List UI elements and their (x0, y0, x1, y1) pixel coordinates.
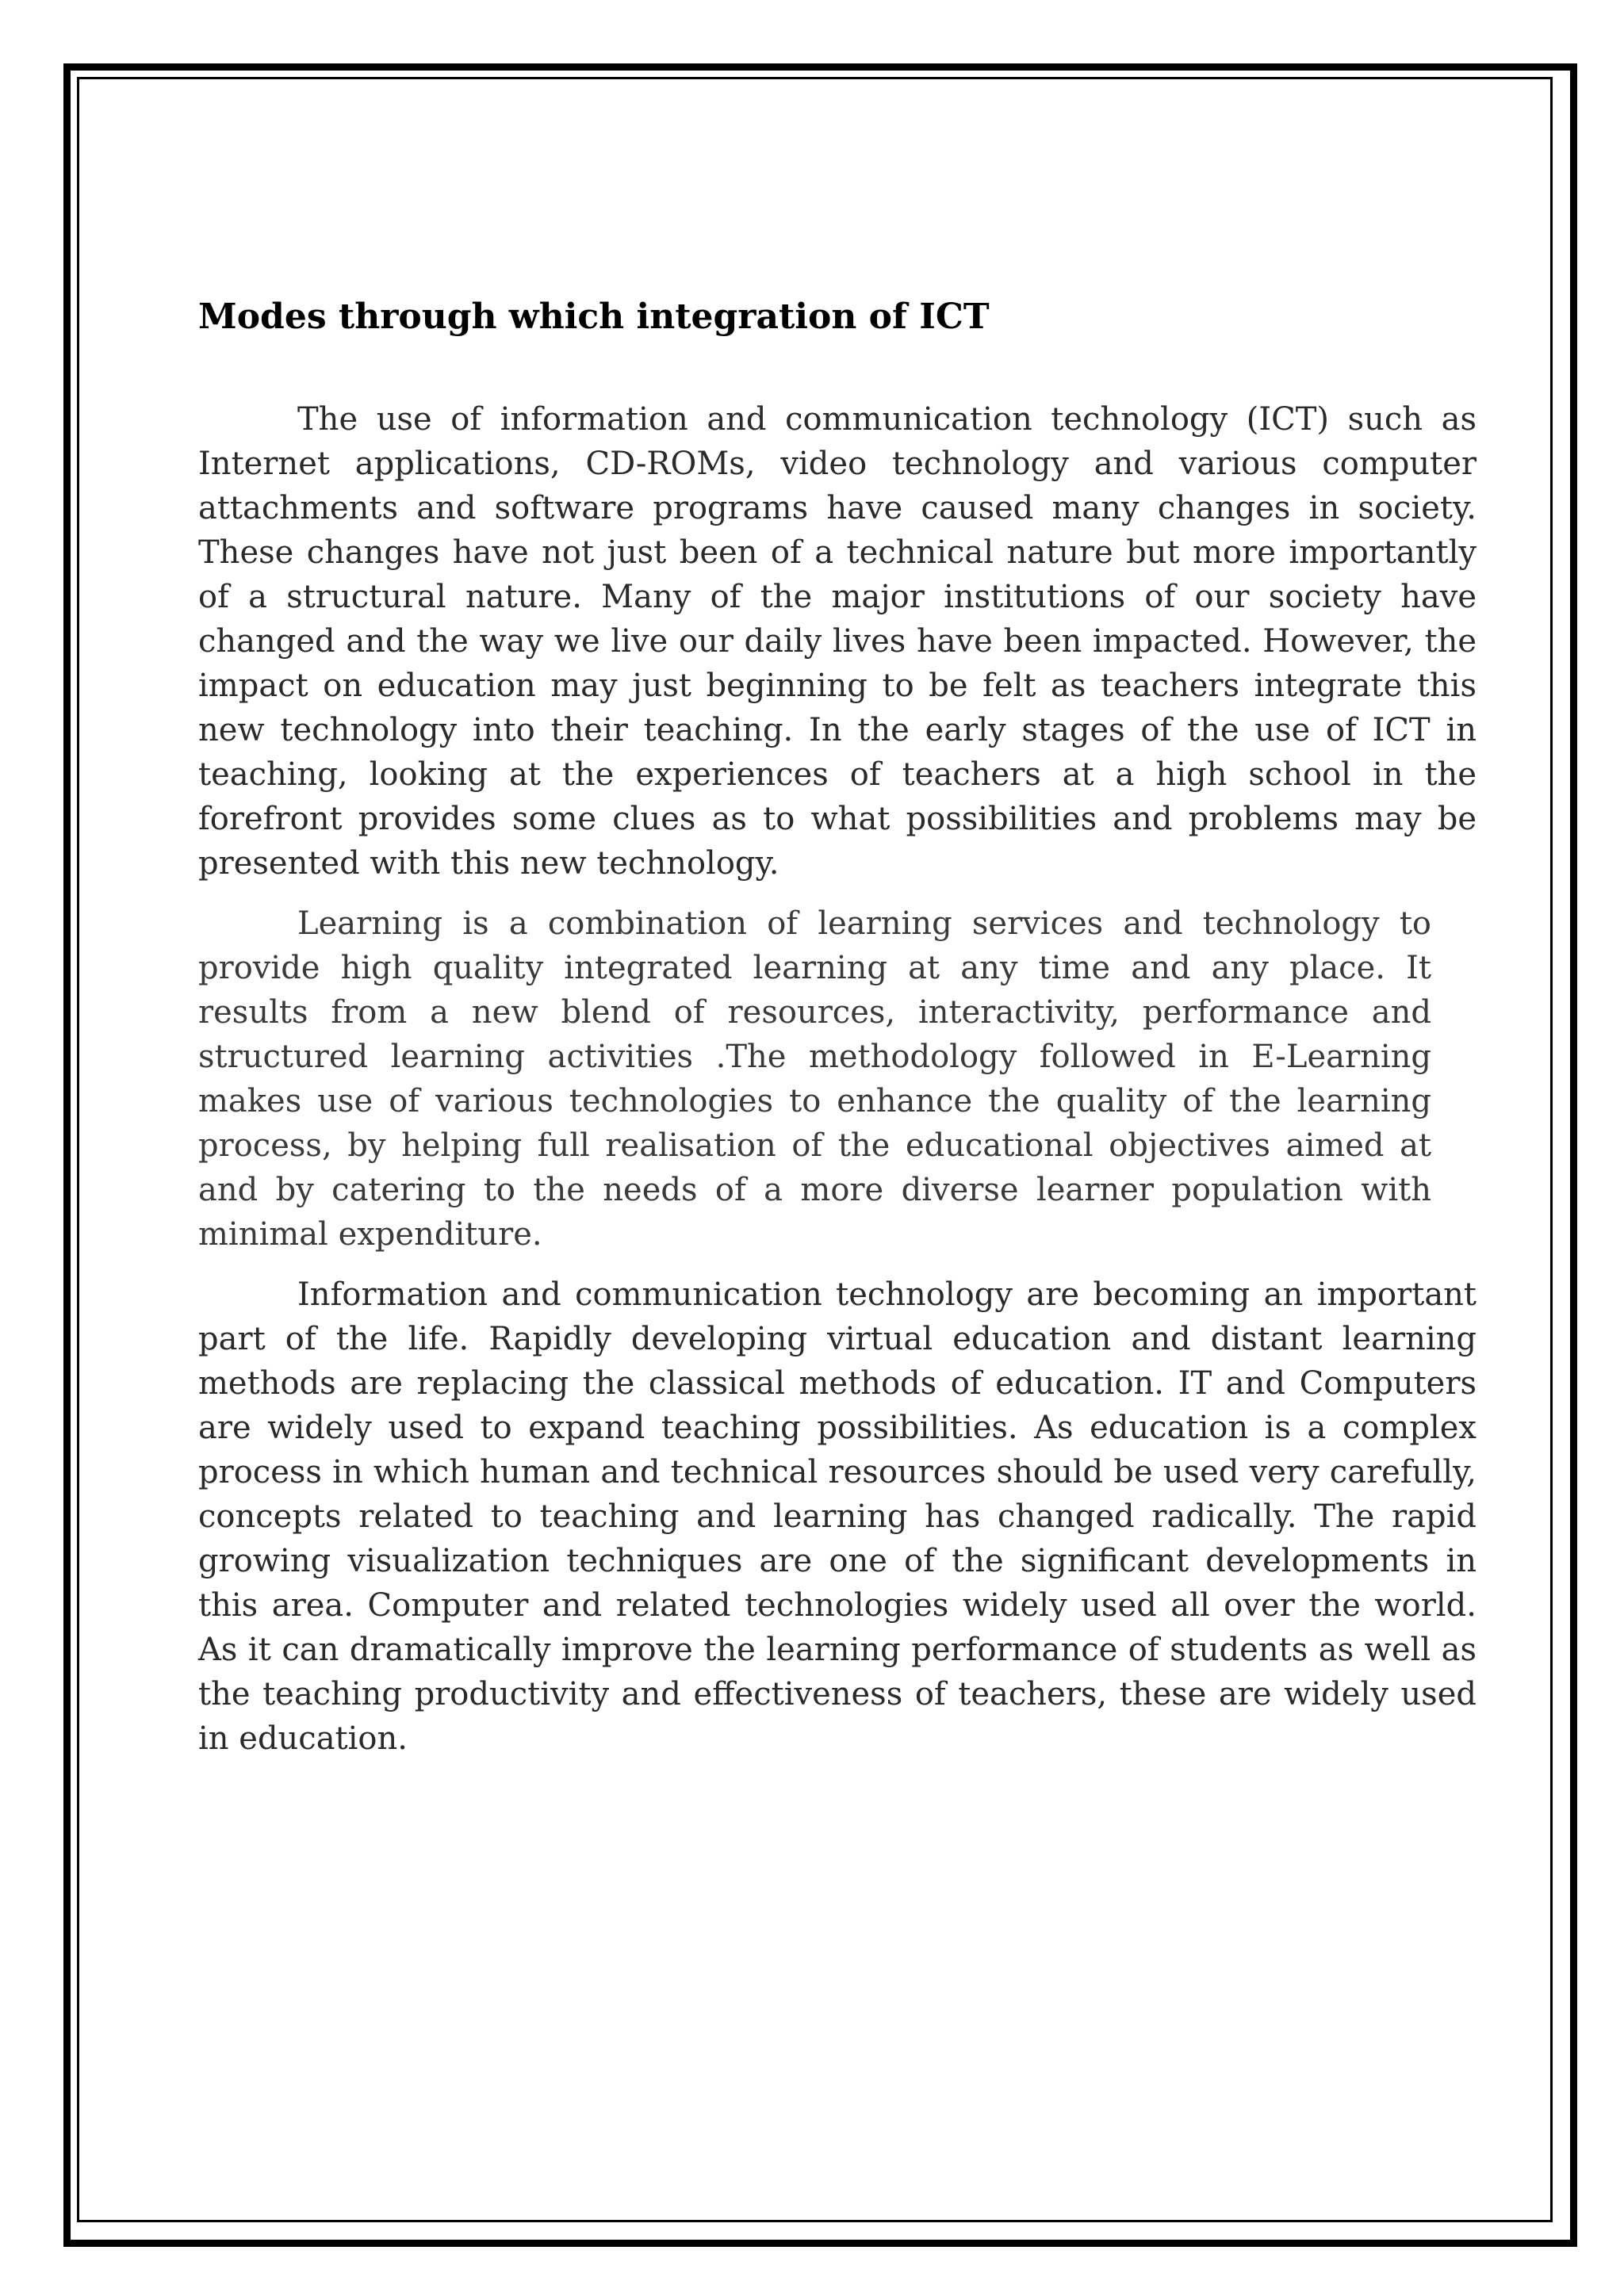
paragraph-ict-in-education: Information and communication technology are becoming an important part of the life. Rapidly developing virtual education and distant learning methods are replacing the classical methods of education. IT and Computers are widely used to expand teaching possibilities. As education is a complex process in which human and technical resources should be used very carefully, concepts related to teaching and learning has changed radically. The rapid growing visualization techniques are one of the significant developments in this area. Computer and related technologies widely used all over the world. As it can dramatically improve the learning performance of students as well as the teaching productivity and effectiveness of teachers, these are widely used in education. (198, 1276, 1477, 1757)
paragraph-e-learning: Learning is a combination of learning services and technology to provide high quality integrated learning at any time and any place. It results from a new blend of resources, interactivity, performance and structured learning activities .The methodology followed in E-Learning makes use of various technologies to enhance the quality of the learning process, by helping full realisation of the educational objectives aimed at and by catering to the needs of a more diverse learner population with minimal expenditure. (198, 905, 1431, 1253)
paragraph-ict-changes: The use of information and communication technology (ICT) such as Internet applications, CD-ROMs, video technology and various computer attachments and software programs have caused many changes in society. These changes have not just been of a technical nature but more importantly of a structural nature. Many of the major institutions of our society have changed and the way we live our daily lives have been impacted. However, the impact on education may just beginning to be felt as teachers integrate this new technology into their teaching. In the early stages of the use of ICT in teaching, looking at the experiences of teachers at a high school in the forefront provides some clues as to what possibilities and problems may be presented with this new technology. (198, 401, 1477, 882)
page-content (198, 293, 1477, 1761)
section-heading: Modes through which integration of ICT (198, 297, 990, 337)
